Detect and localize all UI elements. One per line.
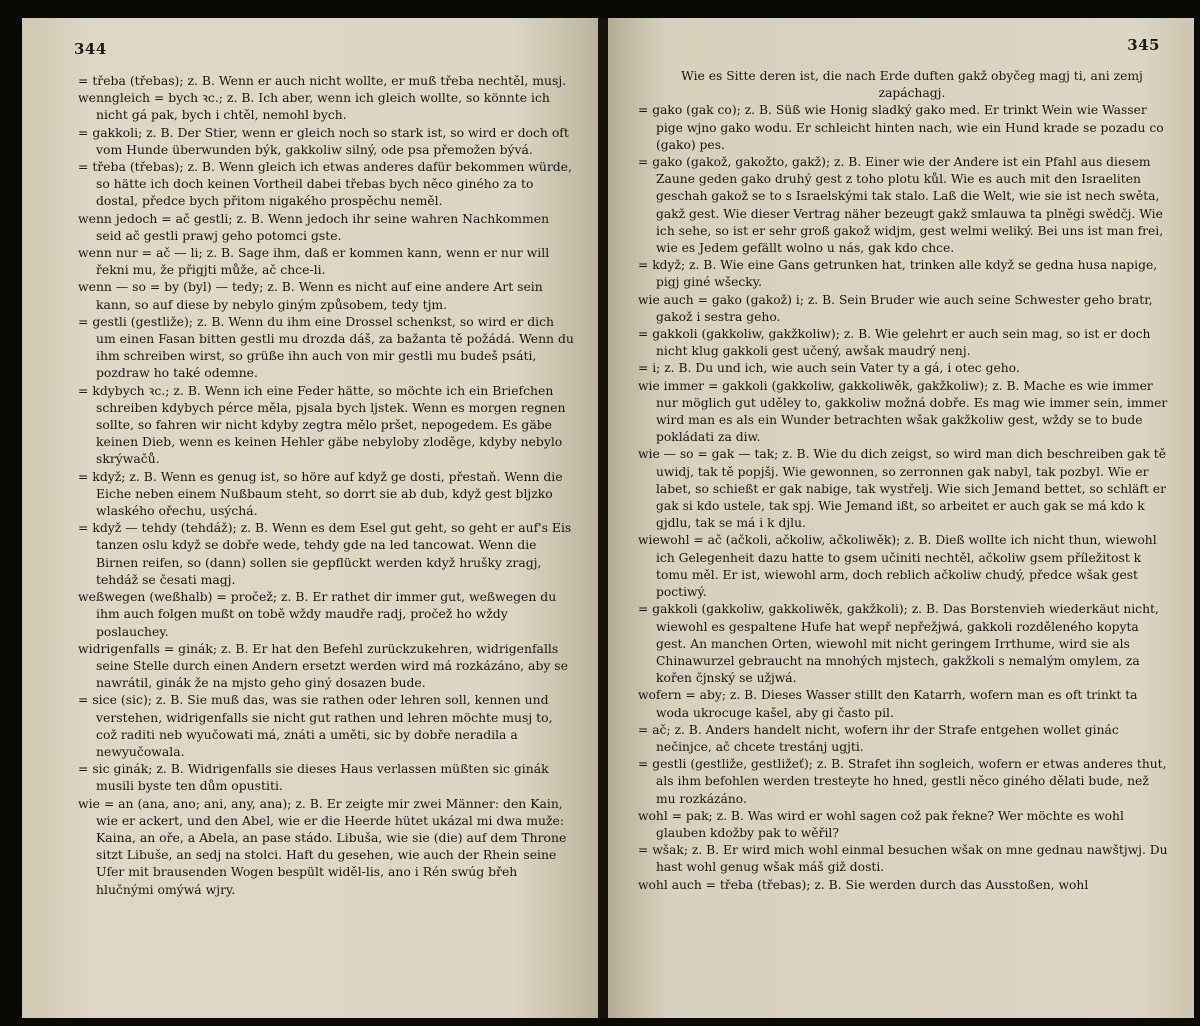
- dictionary-entry: = kdybych ꝛc.; z. B. Wenn ich eine Feder hätte, so möchte ich ein Briefchen schreiben kdybych pérce měla, pjsala bych ljstek. Wenn es morgen regnen sollte, so fahren wir nicht kdyby zegtra mělo pršet, nepogedem. Es gäbe keinen Dieb, wenn es keinen Hehler gäbe nebyloby zloděge, kdyby nebylo skrýwačů.: [78, 382, 566, 467]
- dictionary-entry: weßwegen (weßhalb) = pročež; z. B. Er rathet dir immer gut, weßwegen du ihm auch folgen mußt on tobě wždy maudře radj, pročež ho wždy poslauchey.: [78, 589, 557, 639]
- left-page: [22, 18, 600, 1018]
- dictionary-entry: wohl auch = třeba (třebas); z. B. Sie werden durch das Ausstoßen, wohl: [638, 877, 1089, 892]
- dictionary-entry: wohl = pak; z. B. Was wird er wohl sagen což pak řekne? Wer möchte es wohl glauben kdožby pak to wěřil?: [638, 808, 1124, 840]
- dictionary-entry: = gestli (gestliže, gestližeť); z. B. Strafet ihn sogleich, wofern er etwas anderes thut, als ihm befohlen werden tresteyte ho hned, gestli něco giného dělati bude, než mu rozkázáno.: [638, 757, 1167, 806]
- dictionary-entry: = gakkoli (gakkoliw, gakžkoliw); z. B. Wie gelehrt er auch sein mag, so ist er doch nicht klug gakkoli gest učený, awšak maudrý nenj.: [638, 327, 1151, 359]
- dictionary-entry: = sic ginák; z. B. Widrigenfalls sie dieses Haus verlassen müßten sic ginák musili byste ten dům opustiti.: [78, 761, 549, 794]
- left-entries: [78, 72, 574, 898]
- dictionary-entry: wie = an (ana, ano; ani, any, ana); z. B. Er zeigte mir zwei Männer: den Kain, wie er ackert, und den Abel, wie er die Heerde hütet ukázal mi dwa muže: Kaina, an oře, a Abela, an pase stádo. Libuša, wie sie (die) auf dem Throne sitzt Libuše, an sedj na stolci. Haft du gesehen, wie auch der Rhein seine Ufer mit brausenden Wogen bespült widěl-lis, ano i Rén swúg břeh hlučnými omýwá wjry.: [78, 795, 567, 897]
- dictionary-entry: = gestli (gestliže); z. B. Wenn du ihm eine Drossel schenkst, so wird er dich um einen Fasan bitten gestli mu drozda dáš, za bažanta tě požádá. Wenn du ihm schreiben wirst, so grüße ihn auch von mir gestli mu budeš psáti, pozdraw ho také odemne.: [78, 313, 574, 381]
- dictionary-entry: wie immer = gakkoli (gakkoliw, gakkoliwěk, gakžkoliw); z. B. Mache es wie immer nur möglich gut uděley to, gakkoliw možná dobře. Es mag wie immer sein, immer wird man es als ein Wunder betrachten wšak gakžkoliw gest, wždy se to bude pokládati za diw.: [638, 378, 1168, 445]
- dictionary-entry: = sice (sic); z. B. Sie muß das, was sie rathen oder lehren soll, kennen und verstehen, widrigenfalls sie nicht gut rathen und lehren möchte musj to, což raditi neb wyučowati má, znáti a uměti, sic by dobře neradila a newyučowala.: [78, 692, 553, 759]
- dictionary-entry: = gako (gak co); z. B. Süß wie Honig sladký gako med. Er trinkt Wein wie Wasser pige wjno gako wodu. Er schleicht hinten nach, wie ein Hund krade se pozadu co (gako) pes.: [638, 103, 1164, 152]
- dictionary-entry: = třeba (třebas); z. B. Wenn er auch nicht wollte, er muß třeba nechtěl, musj.: [78, 73, 567, 88]
- dictionary-entry: wie — so = gak — tak; z. B. Wie du dich zeigst, so wird man dich beschreiben gak tě uwidj, tak tě popjšj. Wie gewonnen, so zerronnen gak nabyl, tak pozbyl. Wie er labet, so schießt er gak nabige, tak wystřelj. Wie sich Jemand bettet, so schläft er gak si kdo ustele, tak spj. Wie Jemand ißt, so arbeitet er auch gak se má kdo k gjdlu, tak se má i k djlu.: [638, 447, 1166, 531]
- dictionary-entry: = když; z. B. Wie eine Gans getrunken hat, trinken alle když se gedna husa napige, pigj giné wšecky.: [638, 258, 1158, 290]
- dictionary-entry: wenn — so = by (byl) — tedy; z. B. Wenn es nicht auf eine andere Art sein kann, so auf diese by nebylo giným způsobem, tedy tjm.: [78, 279, 543, 312]
- page-number-left: 344: [74, 40, 107, 58]
- page-number-right: 345: [1127, 36, 1160, 54]
- dictionary-entry: = gakkoli; z. B. Der Stier, wenn er gleich noch so stark ist, so wird er doch oft vom Hunde überwunden býk, gakkoliw silný, ode psa přemožen bývá.: [78, 124, 569, 157]
- dictionary-entry: wie auch = gako (gakož) i; z. B. Sein Bruder wie auch seine Schwester geho bratr, gakož i sestra geho.: [638, 292, 1153, 324]
- dictionary-entry: = gako (gakož, gakožto, gakž); z. B. Einer wie der Andere ist ein Pfahl aus diesem Zaune geden gako druhý gest z toho plotu kůl. Wie es auch mit den Israeliten geschah gakož se to s Israelskými tak stalo. Laß die Welt, wie sie ist nech swěta, gakž gest. Wie dieser Vertrag näher bezeugt gakž smlauwa ta plněgi swědčj. Wie ich sehe, so ist er sehr groß gakož widjm, gest welmi weliký. Bei uns ist man frei, wie es Jedem gefällt wolno u nás, gak kdo chce.: [638, 155, 1164, 256]
- dictionary-entry: wiewohl = ač (ačkoli, ačkoliw, ačkoliwěk); z. B. Dieß wollte ich nicht thun, wiewohl ich Gelegenheit dazu hatte to gsem učiniti nechtěl, ačkoliw gsem příležitost k tomu měl. Er ist, wiewohl arm, doch reblich ačkoliw chudý, předce wšak gest poctiwý.: [638, 533, 1157, 600]
- dictionary-entry: = ač; z. B. Anders handelt nicht, wofern ihr der Strafe entgehen wollet ginác nečinjce, ač chcete trestánj ugjti.: [638, 722, 1119, 754]
- right-page: [608, 18, 1194, 1018]
- continuation-text: Wie es Sitte deren ist, die nach Erde duften gakž obyčeg magj ti, ani zemj zapáchagj.: [681, 69, 1143, 101]
- right-entries: [638, 68, 1168, 894]
- dictionary-entry: = gakkoli (gakkoliw, gakkoliwěk, gakžkoli); z. B. Das Borstenvieh wiederkäut nicht, wiewohl es gespaltene Hufe hat wepř nepřežjwá, gakkoli rozděleného kopyta gest. An manchen Orten, wiewohl mit nicht geringem Irrthume, wird sie als Chinawurzel gebraucht na mnohých mjstech, gakžkoli s nemalým omylem, za kořen čjnský se užjwá.: [638, 602, 1159, 686]
- dictionary-entry: wenn nur = ač — li; z. B. Sage ihm, daß er kommen kann, wenn er nur will řekni mu, že přigjti může, ač chce-li.: [78, 245, 550, 278]
- dictionary-entry: wofern = aby; z. B. Dieses Wasser stillt den Katarrh, wofern man es oft trinkt ta woda ukrocuge kašel, aby gi často pil.: [638, 688, 1138, 720]
- dictionary-entry: = když — tehdy (tehdáž); z. B. Wenn es dem Esel gut geht, so geht er auf's Eis tanzen oslu když se dobře wede, tehdy gde na led tancowat. Wenn die Birnen reifen, so (dann) sollen sie gepflückt werden když hrušky zragj, tehdáž se česati magj.: [78, 520, 572, 587]
- dictionary-entry: wenngleich = bych ꝛc.; z. B. Ich aber, wenn ich gleich wollte, so könnte ich nicht gá pak, bych i chtěl, nemohl bych.: [78, 90, 550, 123]
- dictionary-entry: = wšak; z. B. Er wird mich wohl einmal besuchen wšak on mne gednau nawštjwj. Du hast wohl genug wšak máš giž dosti.: [638, 843, 1168, 875]
- dictionary-entry: widrigenfalls = ginák; z. B. Er hat den Befehl zurückzukehren, widrigenfalls seine Stelle durch einen Andern ersetzt werden wird má rozkázáno, aby se nawrátil, ginák že na mjsto geho giný dosazen bude.: [78, 640, 568, 691]
- book-spread: [4, 4, 1196, 1022]
- dictionary-entry: = když; z. B. Wenn es genug ist, so höre auf když ge dosti, přestaň. Wenn die Eiche neben einem Nußbaum steht, so dorrt sie ab dub, když gest bljzko wlaského ořechu, usýchá.: [78, 468, 563, 519]
- dictionary-entry: wenn jedoch = ač gestli; z. B. Wenn jedoch ihr seine wahren Nachkommen seid ač gestli prawj geho potomci gste.: [78, 210, 550, 243]
- dictionary-entry: = i; z. B. Du und ich, wie auch sein Vater ty a gá, i otec geho.: [638, 361, 1020, 376]
- dictionary-entry: = třeba (třebas); z. B. Wenn gleich ich etwas anderes dafür bekommen würde, so hätte ich doch keinen Vortheil dabei třebas bych něco giného za to dostal, předce bych přitom nigakého prospěchu neměl.: [78, 159, 572, 209]
